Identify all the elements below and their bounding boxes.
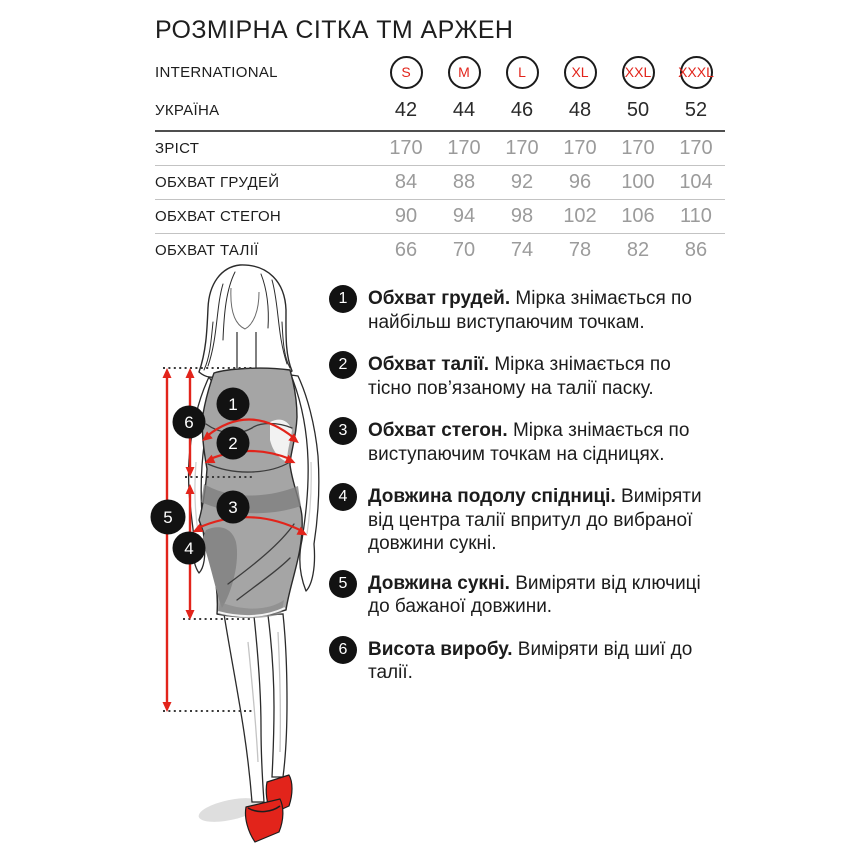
ukraine-size: 48 <box>568 99 592 121</box>
figure-illustration <box>140 262 340 850</box>
legend-term: Довжина сукні. <box>368 572 510 594</box>
bust-value: 84 <box>394 171 418 193</box>
ukraine-size: 44 <box>452 99 476 121</box>
legend-item-skirt-length <box>329 485 724 556</box>
row-label-bust: ОБХВАТ ГРУДЕЙ <box>155 174 280 191</box>
hips-value: 90 <box>394 205 418 227</box>
ukraine-size: 50 <box>626 99 650 121</box>
size-badge-xxxl: XXXL <box>680 56 713 89</box>
height-value: 170 <box>621 137 655 159</box>
height-value: 170 <box>679 137 713 159</box>
legend-badge-2: 2 <box>329 351 357 379</box>
legend-badge-1: 1 <box>329 285 357 313</box>
figure-marker-5 <box>151 500 186 535</box>
table-row-height <box>155 132 725 166</box>
measurement-figure-svg <box>140 262 340 850</box>
page-title: РОЗМІРНА СІТКА ТМ АРЖЕН <box>155 16 514 44</box>
legend-description: Мірка знімається по виступаючим точкам на сідницях. <box>368 420 690 465</box>
table-row-international <box>155 53 725 91</box>
row-label-hips: ОБХВАТ СТЕГОН <box>155 208 282 225</box>
height-value: 170 <box>505 137 539 159</box>
figure-marker-3 <box>217 491 250 524</box>
waist-value: 82 <box>626 239 650 261</box>
legend-term: Довжина подолу спідниці. <box>368 486 616 507</box>
legend-item-waist <box>329 353 724 400</box>
size-badge-xxl: XXL <box>622 56 655 89</box>
hips-value: 102 <box>563 205 597 227</box>
svg-text:5: 5 <box>163 508 173 527</box>
bust-value: 88 <box>452 171 476 193</box>
legend-badge-3: 3 <box>329 417 357 445</box>
bust-value: 100 <box>621 171 655 193</box>
legend-description: Виміряти від ключиці до бажаної довжини. <box>368 572 701 617</box>
hips-value: 94 <box>452 205 476 227</box>
legend-description: Мірка знімається по найбільш виступаючим точкам. <box>368 288 692 333</box>
legend-item-bust <box>329 287 724 334</box>
dress <box>199 368 302 618</box>
svg-text:1: 1 <box>228 395 238 414</box>
row-label-waist: ОБХВАТ ТАЛІЇ <box>155 242 259 259</box>
legend-badge-5: 5 <box>329 570 357 598</box>
legend-description: Виміряти від шиї до талії. <box>368 638 693 683</box>
figure-marker-1 <box>217 388 250 421</box>
figure-marker-2 <box>217 427 250 460</box>
size-badge-m: M <box>448 56 481 89</box>
size-table <box>155 53 725 267</box>
waist-value: 70 <box>452 239 476 261</box>
svg-text:6: 6 <box>184 413 194 432</box>
measurement-legend <box>329 287 724 704</box>
svg-text:4: 4 <box>184 539 194 558</box>
table-row-ukraine <box>155 91 725 132</box>
size-badge-xl: XL <box>564 56 597 89</box>
table-row-hips <box>155 200 725 234</box>
legend-item-dress-length <box>329 572 724 619</box>
row-label-height: ЗРІСТ <box>155 140 200 157</box>
size-badge-l: L <box>506 56 539 89</box>
ukraine-size: 42 <box>394 99 418 121</box>
height-value: 170 <box>447 137 481 159</box>
bust-value: 96 <box>568 171 592 193</box>
bust-value: 92 <box>510 171 534 193</box>
figure-marker-6 <box>173 406 206 439</box>
height-value: 170 <box>563 137 597 159</box>
height-value: 170 <box>389 137 423 159</box>
legend-description: Виміряти від центра талії впритул до вибраної довжини сукні. <box>368 486 702 554</box>
legend-term: Обхват талії. <box>368 354 490 375</box>
legend-badge-4: 4 <box>329 483 357 511</box>
ukraine-size: 52 <box>684 99 708 121</box>
figure-marker-4 <box>173 532 206 565</box>
legend-term: Обхват грудей. <box>368 288 511 309</box>
svg-text:3: 3 <box>228 498 238 517</box>
size-badge-s: S <box>390 56 423 89</box>
waist-value: 66 <box>394 239 418 261</box>
bust-value: 104 <box>679 171 713 193</box>
legs <box>224 614 287 802</box>
legend-description: Мірка знімається по тісно пов’язаному на талії паску. <box>368 354 671 399</box>
row-label-ukraine: УКРАЇНА <box>155 102 220 119</box>
hips-value: 98 <box>510 205 534 227</box>
legend-item-bodice-height <box>329 638 724 685</box>
legend-term: Обхват стегон. <box>368 420 508 441</box>
legend-badge-6: 6 <box>329 636 357 664</box>
waist-value: 74 <box>510 239 534 261</box>
legend-term: Висота виробу. <box>368 638 513 660</box>
svg-text:2: 2 <box>228 434 238 453</box>
table-row-bust <box>155 166 725 200</box>
row-label-international: INTERNATIONAL <box>155 63 278 81</box>
hips-value: 110 <box>680 205 712 227</box>
waist-value: 86 <box>684 239 708 261</box>
legend-item-hips <box>329 419 724 466</box>
waist-value: 78 <box>568 239 592 261</box>
ukraine-size: 46 <box>510 99 534 121</box>
hips-value: 106 <box>621 205 655 227</box>
